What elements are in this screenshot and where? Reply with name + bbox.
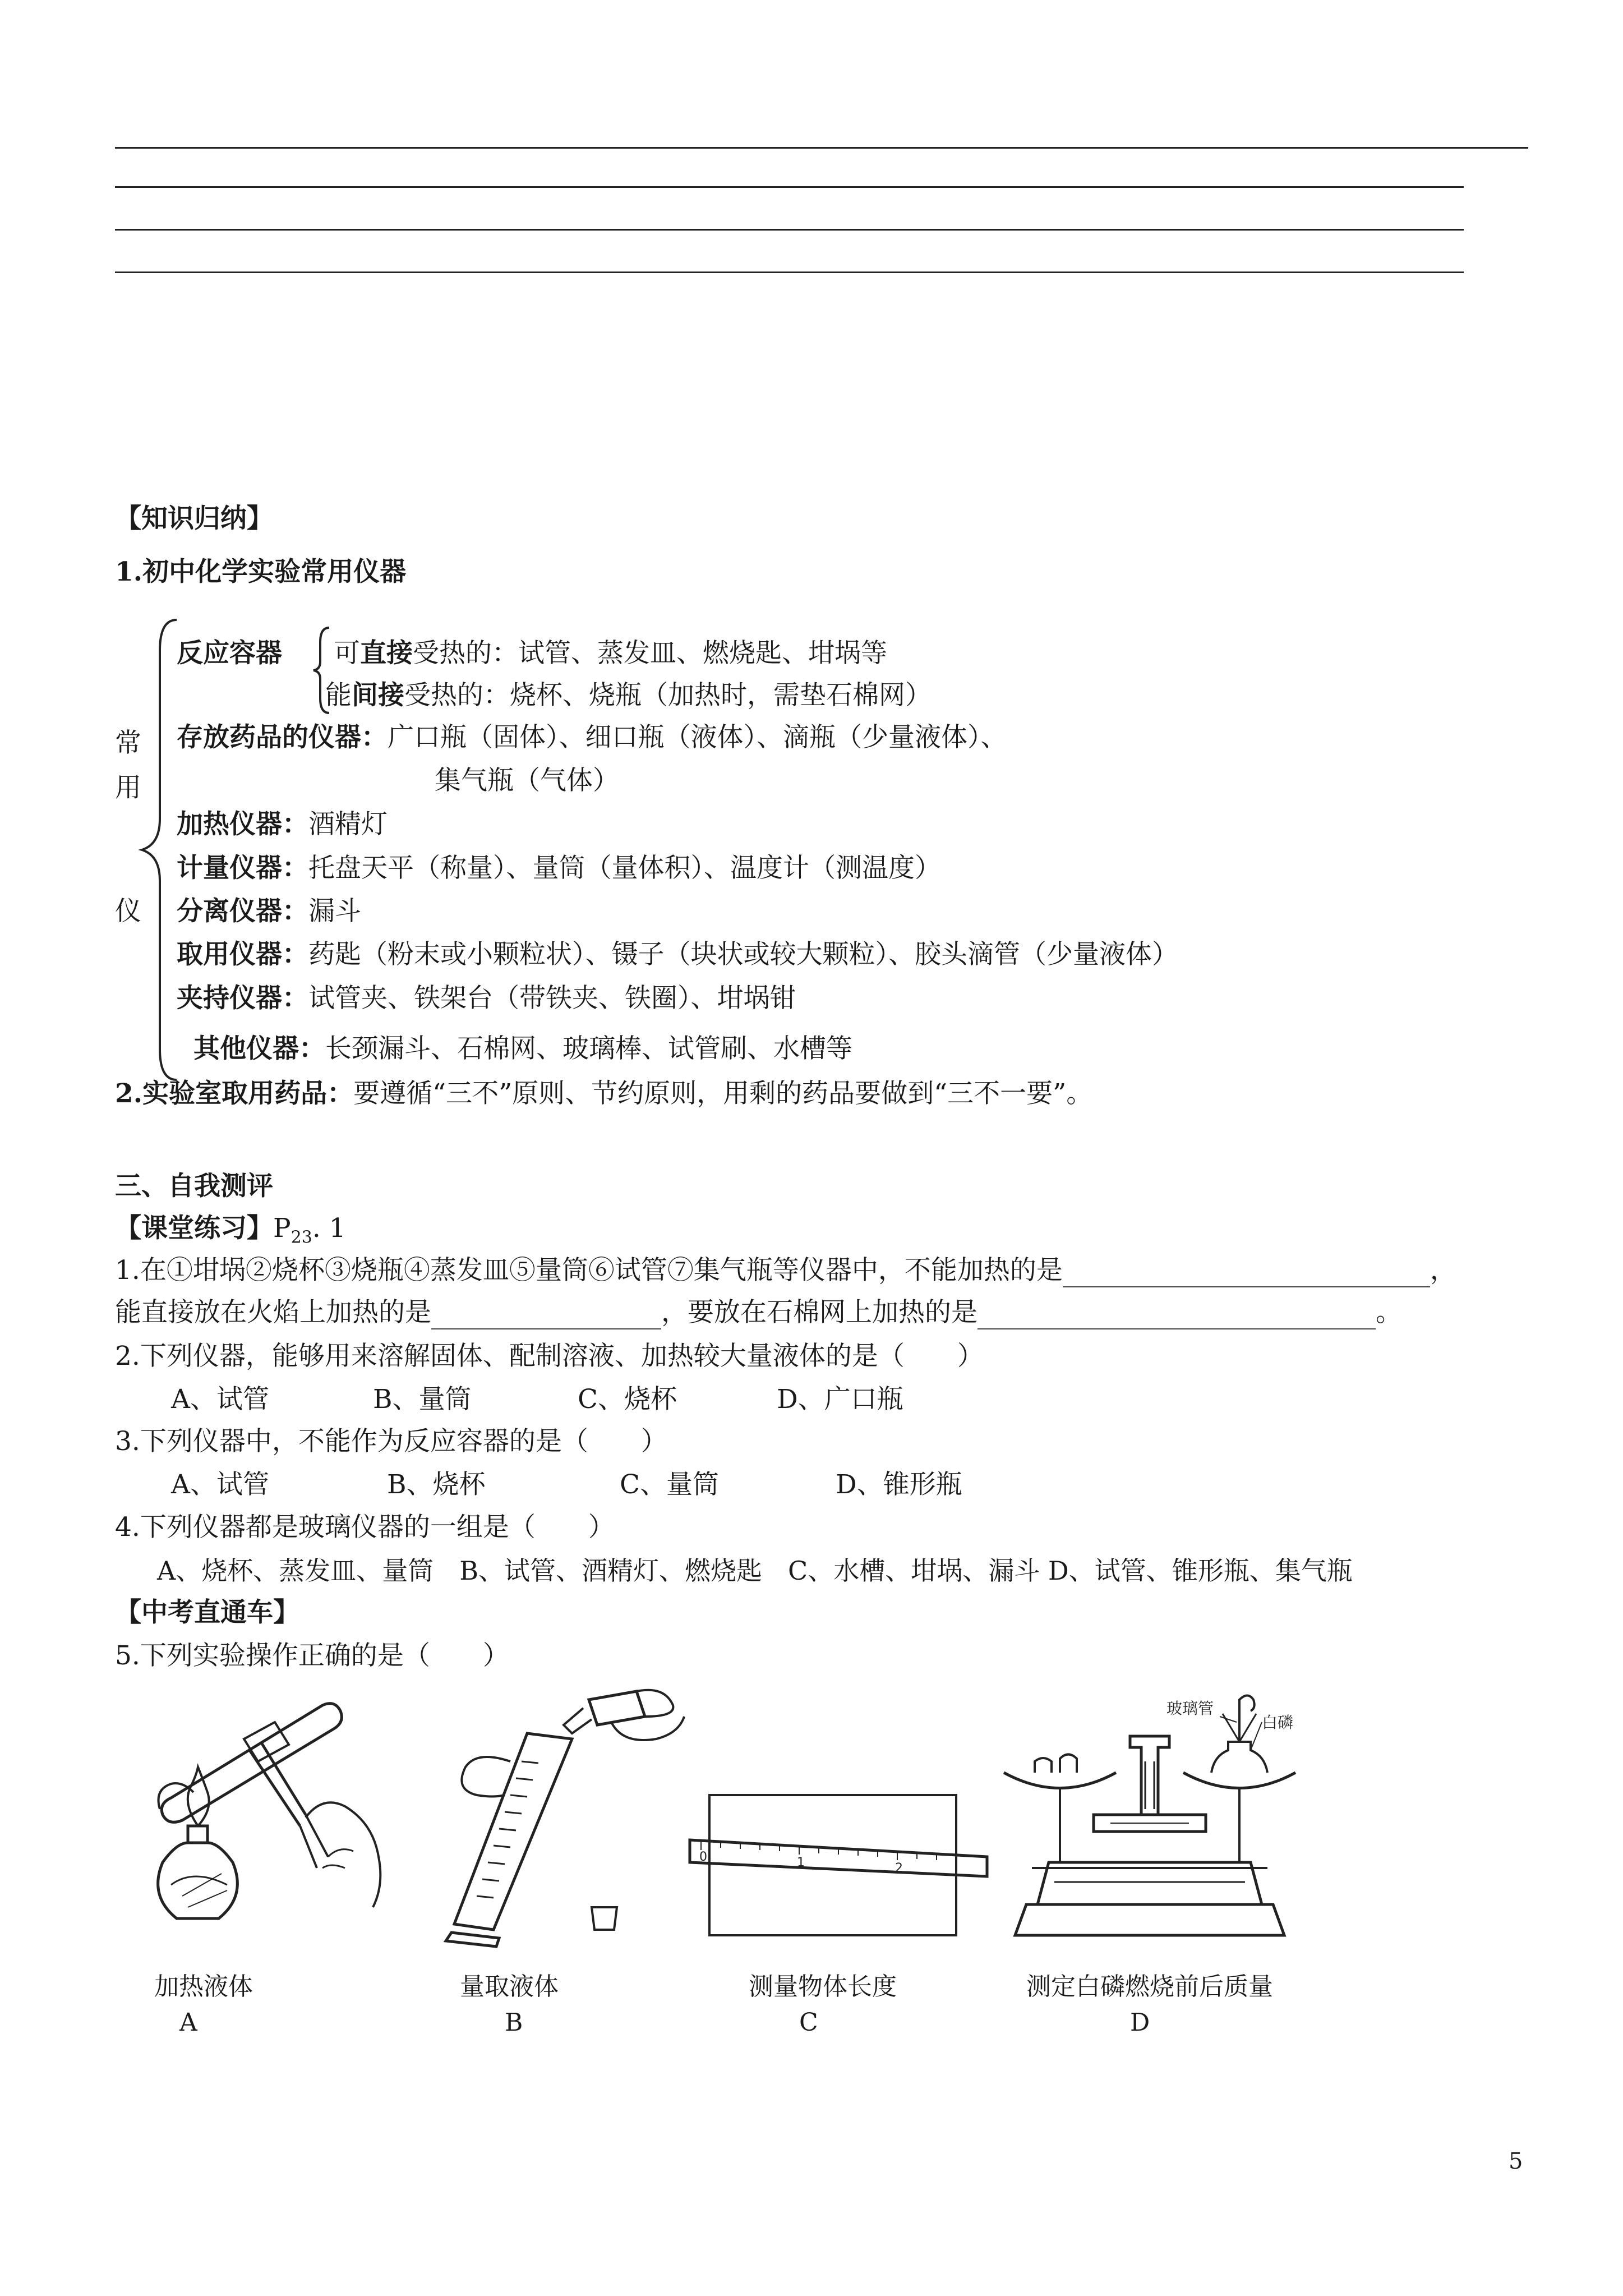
answer-line-3 xyxy=(115,229,1464,231)
taking-text: 药匙（粉末或小颗粒状）、镊子（块状或较大颗粒）、胶头滴管（少量液体） xyxy=(308,939,1178,970)
reaction-direct-bold: 直接 xyxy=(360,638,413,669)
answer-line-4 xyxy=(115,272,1464,273)
separation-text: 漏斗 xyxy=(308,896,361,927)
q1-line2-a: 能直接放在火焰上加热的是 xyxy=(115,1297,431,1328)
exam-header: 【中考直通车】 xyxy=(115,1597,299,1628)
practice-ref-rest: . 1 xyxy=(312,1213,346,1244)
measuring-text: 托盘天平（称量）、量筒（量体积）、温度计（测温度） xyxy=(308,853,941,884)
q3-option-b: B、烧杯 xyxy=(387,1469,486,1500)
figure-d-letter: D xyxy=(1130,2008,1150,2037)
question-1-line-1 xyxy=(115,1254,1456,1287)
figure-d-caption: 测定白磷燃烧前后质量 xyxy=(1026,1972,1273,2001)
q1-line2-b: ，要放在石棉网上加热的是 xyxy=(661,1297,978,1328)
reaction-indirect xyxy=(325,679,932,712)
reaction-indirect-rest: 受热的：烧杯、烧瓶（加热时，需垫石棉网） xyxy=(404,680,932,711)
heating-row xyxy=(177,808,388,841)
left-brace xyxy=(137,617,182,1083)
question-5: 5.下列实验操作正确的是（ ） xyxy=(115,1640,509,1671)
reaction-indirect-bold: 间接 xyxy=(352,680,404,711)
measuring-label: 计量仪器： xyxy=(177,853,308,884)
figure-d-balance xyxy=(998,1688,1301,1952)
answer-line-1 xyxy=(115,147,1528,149)
ruler-tick-2: 2 xyxy=(895,1861,903,1875)
other-text: 长颈漏斗、石棉网、玻璃棒、试管刷、水槽等 xyxy=(325,1033,852,1064)
q3-option-c: C、量筒 xyxy=(620,1469,719,1500)
storage-row xyxy=(177,721,1007,754)
q2-option-a: A、试管 xyxy=(171,1384,269,1415)
question-3: 3.下列仪器中，不能作为反应容器的是（ ） xyxy=(115,1426,667,1457)
answer-blank-not-heatable[interactable] xyxy=(1063,1262,1430,1287)
other-row xyxy=(193,1032,852,1066)
q4-options: A、烧杯、蒸发皿、量筒 B、试管、酒精灯、燃烧匙 C、水槽、坩埚、漏斗 D、试管、锥形瓶、集气瓶 xyxy=(157,1556,1353,1586)
q3-option-a: A、试管 xyxy=(171,1469,269,1500)
q2-option-b: B、量筒 xyxy=(373,1384,472,1415)
label-glass-tube: 玻璃管 xyxy=(1166,1699,1214,1718)
q1-line2-end: 。 xyxy=(1376,1297,1402,1328)
storage-text: 广口瓶（固体）、细口瓶（液体）、滴瓶（少量液体）、 xyxy=(388,722,1007,753)
reaction-indirect-prefix: 能 xyxy=(325,680,352,711)
answer-blank-direct-heat[interactable] xyxy=(431,1304,661,1329)
holding-row xyxy=(177,982,796,1015)
question-4: 4.下列仪器都是玻璃仪器的一组是（ ） xyxy=(115,1512,615,1543)
item2-text: 要遵循“三不”原则、节约原则，用剩的药品要做到“三不一要”。 xyxy=(353,1078,1093,1109)
practice-header-row xyxy=(115,1212,346,1254)
vertical-label-2: 用 xyxy=(115,772,141,803)
q1-line1-text: 1.在①坩埚②烧杯③烧瓶④蒸发皿⑤量筒⑥试管⑦集气瓶等仪器中，不能加热的是 xyxy=(115,1255,1063,1286)
storage-label: 存放药品的仪器： xyxy=(177,722,388,753)
taking-row xyxy=(177,938,1178,972)
figure-a-heating-liquid xyxy=(137,1683,401,1958)
question-2: 2.下列仪器，能够用来溶解固体、配制溶液、加热较大量液体的是（ ） xyxy=(115,1341,984,1372)
reaction-direct xyxy=(334,637,887,670)
figure-b-caption: 量取液体 xyxy=(460,1972,559,2001)
storage-text-2: 集气瓶（气体） xyxy=(435,765,619,796)
figure-c-caption: 测量物体长度 xyxy=(749,1972,897,2001)
figure-a-caption: 加热液体 xyxy=(154,1972,253,2001)
ruler-tick-0: 0 xyxy=(699,1850,707,1864)
reaction-container-label: 反应容器 xyxy=(177,638,282,669)
q2-option-c: C、烧杯 xyxy=(578,1384,677,1415)
separation-row xyxy=(177,895,361,928)
other-label: 其他仪器： xyxy=(193,1033,325,1064)
practice-header: 【课堂练习】 xyxy=(115,1213,273,1244)
practice-ref-sub: 23 xyxy=(291,1227,312,1248)
item2-label: 2.实验室取用药品： xyxy=(115,1078,354,1109)
question-1-line-2 xyxy=(115,1296,1402,1329)
answer-line-2 xyxy=(115,186,1464,188)
item2-row xyxy=(115,1077,1092,1111)
item1-title: 1.初中化学实验常用仪器 xyxy=(115,556,407,587)
vertical-label-1: 常 xyxy=(115,728,141,758)
taking-label: 取用仪器： xyxy=(177,939,308,970)
figure-c-letter: C xyxy=(799,2008,818,2037)
holding-text: 试管夹、铁架台（带铁夹、铁圈）、坩埚钳 xyxy=(308,983,796,1014)
heating-text: 酒精灯 xyxy=(308,809,388,840)
q3-option-d: D、锥形瓶 xyxy=(836,1469,962,1500)
figure-b-letter: B xyxy=(505,2008,523,2037)
label-white-phosphorus: 白磷 xyxy=(1262,1713,1294,1732)
holding-label: 夹持仪器： xyxy=(177,983,308,1014)
figure-a-letter: A xyxy=(179,2008,197,2037)
reaction-direct-rest: 受热的：试管、蒸发皿、燃烧匙、坩埚等 xyxy=(413,638,887,669)
q1-line1-end: ， xyxy=(1430,1255,1456,1286)
answer-blank-asbestos-net[interactable] xyxy=(978,1304,1376,1329)
figure-c-measuring-length xyxy=(687,1784,990,1947)
measuring-row xyxy=(177,852,941,885)
vertical-label-3: 仪 xyxy=(115,896,141,927)
practice-ref-p: P xyxy=(273,1213,291,1244)
q2-option-d: D、广口瓶 xyxy=(777,1384,903,1415)
separation-label: 分离仪器： xyxy=(177,896,308,927)
figure-b-measuring-liquid xyxy=(443,1683,712,1958)
reaction-direct-prefix: 可 xyxy=(334,638,360,669)
knowledge-header: 【知识归纳】 xyxy=(115,503,273,534)
self-test-title: 三、自我测评 xyxy=(115,1171,273,1202)
ruler-tick-1: 1 xyxy=(797,1856,805,1870)
heating-label: 加热仪器： xyxy=(177,809,308,840)
page-number: 5 xyxy=(1509,2148,1523,2174)
